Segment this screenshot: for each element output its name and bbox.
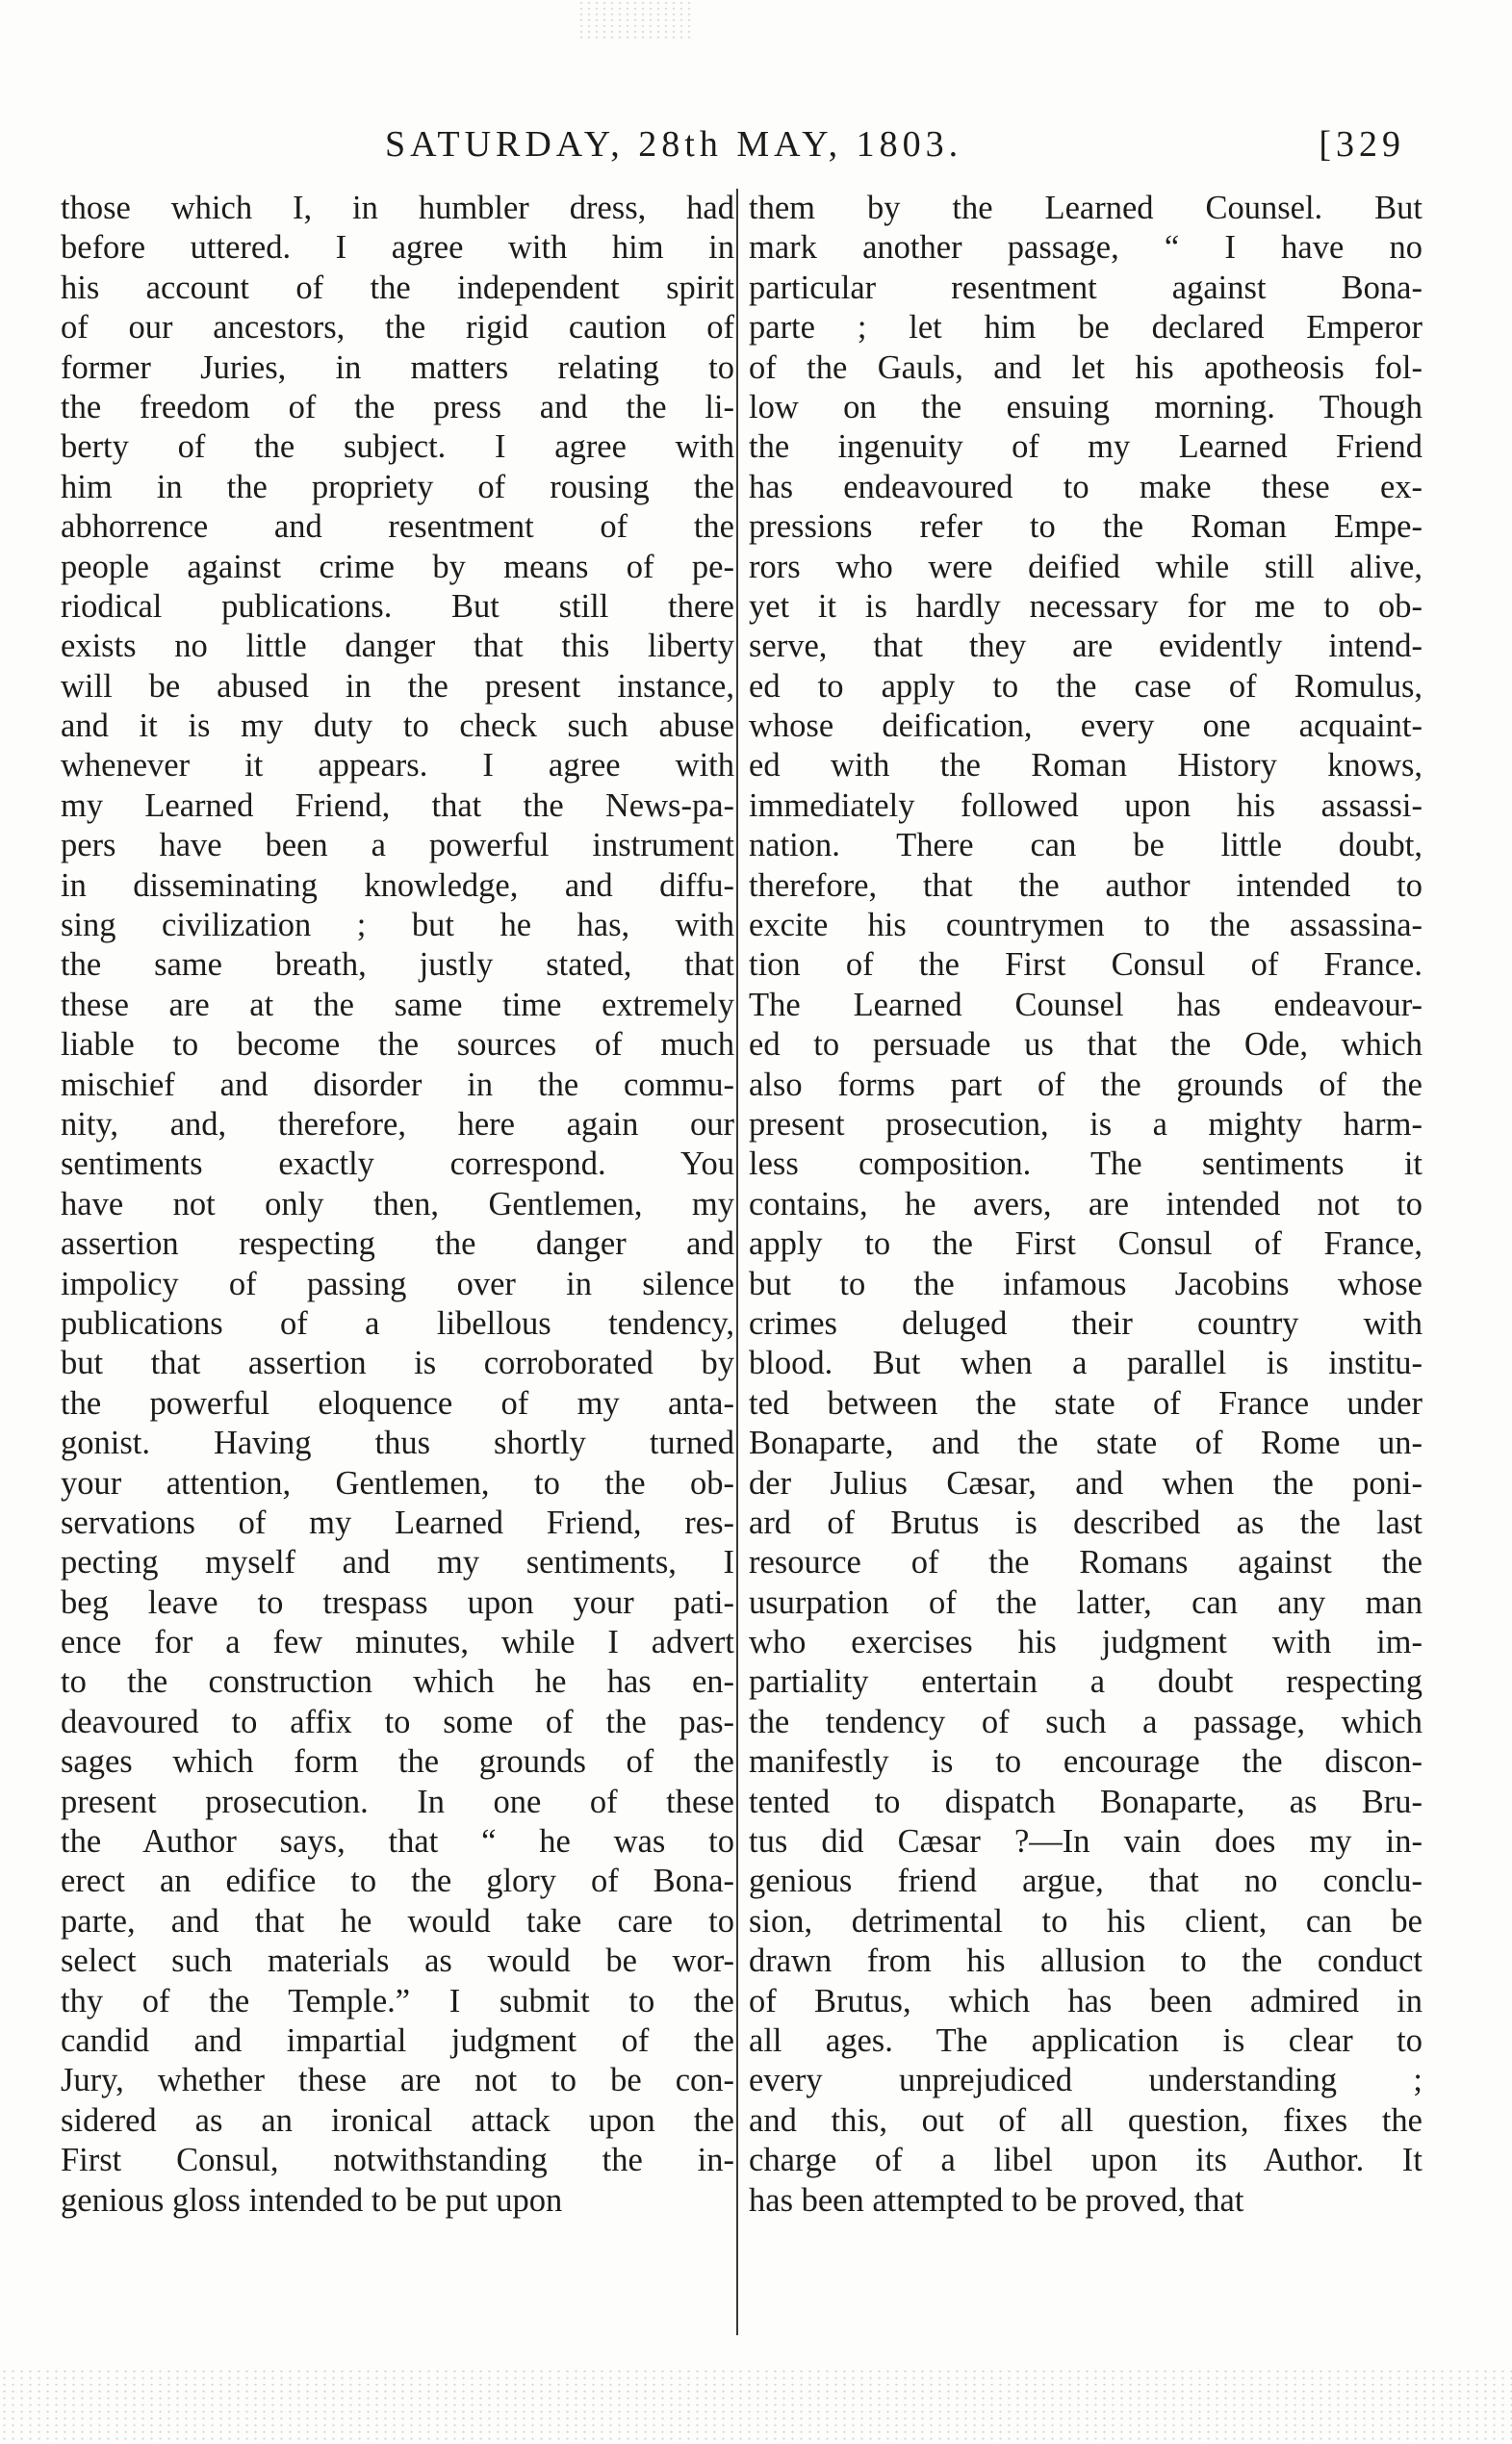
text-line: present prosecution. In one of these	[61, 1783, 734, 1820]
text-line: nity, and, therefore, here again our	[61, 1105, 734, 1143]
text-line: ard of Brutus is described as the last	[749, 1504, 1422, 1541]
text-line: blood. But when a parallel is institu-	[749, 1345, 1422, 1382]
text-line: him in the propriety of rousing the	[61, 468, 734, 505]
text-line: the ingenuity of my Learned Friend	[749, 428, 1422, 466]
text-line: thy of the Temple.” I submit to the	[61, 1982, 734, 2020]
text-line: whenever it appears. I agree with	[61, 747, 734, 785]
text-line: has endeavoured to make these ex-	[749, 468, 1422, 505]
text-line: of Brutus, which has been admired in	[749, 1982, 1422, 2020]
text-line: will be abused in the present instance,	[61, 667, 734, 705]
paper-speckle-top	[577, 0, 693, 39]
text-line: sentiments exactly correspond. You	[61, 1145, 734, 1183]
text-line: liable to become the sources of much	[61, 1026, 734, 1064]
text-line: drawn from his allusion to the conduct	[749, 1942, 1422, 1980]
right-column	[749, 189, 1422, 2393]
text-line: ed to apply to the case of Romulus,	[749, 667, 1422, 705]
text-line: manifestly is to encourage the discon-	[749, 1743, 1422, 1781]
text-line: my Learned Friend, that the News-pa-	[61, 786, 734, 824]
text-line: immediately followed upon his assassi-	[749, 786, 1422, 824]
text-line: gonist. Having thus shortly turned	[61, 1425, 734, 1462]
text-line: before uttered. I agree with him in	[61, 229, 734, 267]
text-line: sidered as an ironical attack upon the	[61, 2101, 734, 2139]
text-line: Bonaparte, and the state of Rome un-	[749, 1425, 1422, 1462]
text-line: people against crime by means of pe-	[61, 548, 734, 585]
header-date: SATURDAY, 28th MAY, 1803.	[385, 124, 963, 165]
text-line: have not only then, Gentlemen, my	[61, 1185, 734, 1222]
text-line: parte, and that he would take care to	[61, 1902, 734, 1940]
text-line: who exercises his judgment with im-	[749, 1624, 1422, 1661]
text-line: the same breath, justly stated, that	[61, 946, 734, 984]
text-line: of our ancestors, the rigid caution of	[61, 309, 734, 347]
running-header	[385, 123, 1405, 181]
text-line: mischief and disorder in the commu-	[61, 1066, 734, 1103]
text-line: charge of a libel upon its Author. It	[749, 2142, 1422, 2179]
text-line: pers have been a powerful instrument	[61, 827, 734, 864]
text-line: those which I, in humbler dress, had	[61, 190, 734, 226]
text-line: also forms part of the grounds of the	[749, 1066, 1422, 1103]
text-line: particular resentment against Bona-	[749, 269, 1422, 306]
text-line: pressions refer to the Roman Empe-	[749, 508, 1422, 546]
text-line: tion of the First Consul of France.	[749, 946, 1422, 984]
text-line: usurpation of the latter, can any man	[749, 1583, 1422, 1621]
text-line: all ages. The application is clear to	[749, 2021, 1422, 2059]
text-line: candid and impartial judgment of the	[61, 2021, 734, 2059]
text-line: parte ; let him be declared Emperor	[749, 309, 1422, 347]
text-line: the freedom of the press and the li-	[61, 388, 734, 425]
text-line: sion, detrimental to his client, can be	[749, 1902, 1422, 1940]
text-line: First Consul, notwithstanding the in-	[61, 2142, 734, 2179]
text-line: of the Gauls, and let his apotheosis fol-	[749, 348, 1422, 386]
text-line: sages which form the grounds of the	[61, 1743, 734, 1781]
text-line: apply to the First Consul of France,	[749, 1225, 1422, 1263]
text-line: every unprejudiced understanding ;	[749, 2062, 1422, 2099]
text-line: crimes deluged their country with	[749, 1304, 1422, 1342]
text-line: impolicy of passing over in silence	[61, 1265, 734, 1302]
text-line: abhorrence and resentment of the	[61, 508, 734, 546]
text-line: pecting myself and my sentiments, I	[61, 1544, 734, 1582]
text-line: assertion respecting the danger and	[61, 1225, 734, 1263]
text-line: ed with the Roman History knows,	[749, 747, 1422, 785]
text-line: riodical publications. But still there	[61, 587, 734, 625]
text-line: der Julius Cæsar, and when the poni-	[749, 1464, 1422, 1502]
text-line: less composition. The sentiments it	[749, 1145, 1422, 1183]
text-line: and this, out of all question, fixes the	[749, 2101, 1422, 2139]
text-line: servations of my Learned Friend, res-	[61, 1504, 734, 1541]
text-line: former Juries, in matters relating to	[61, 348, 734, 386]
text-line: ted between the state of France under	[749, 1384, 1422, 1422]
text-line: serve, that they are evidently intend-	[749, 628, 1422, 665]
text-line: The Learned Counsel has endeavour-	[749, 986, 1422, 1023]
text-line: resource of the Romans against the	[749, 1544, 1422, 1582]
text-line: erect an edifice to the glory of Bona-	[61, 1863, 734, 1900]
text-line: excite his countrymen to the assassina-	[749, 907, 1422, 944]
text-line: the powerful eloquence of my anta-	[61, 1384, 734, 1422]
text-line: them by the Learned Counsel. But	[749, 190, 1422, 226]
text-line: in disseminating knowledge, and diffu-	[61, 866, 734, 904]
text-line: but to the infamous Jacobins whose	[749, 1265, 1422, 1302]
text-line: tented to dispatch Bonaparte, as Bru-	[749, 1783, 1422, 1820]
text-line: select such materials as would be wor-	[61, 1942, 734, 1980]
text-line: ed to persuade us that the Ode, which	[749, 1026, 1422, 1064]
text-line: therefore, that the author intended to	[749, 866, 1422, 904]
text-line: has been attempted to be proved, that	[749, 2181, 1244, 2219]
text-line: the tendency of such a passage, which	[749, 1703, 1422, 1740]
text-line: exists no little danger that this liberty	[61, 628, 734, 665]
text-line: but that assertion is corroborated by	[61, 1345, 734, 1382]
text-line: yet it is hardly necessary for me to ob-	[749, 587, 1422, 625]
text-line: low on the ensuing morning. Though	[749, 388, 1422, 425]
text-line: beg leave to trespass upon your pati-	[61, 1583, 734, 1621]
text-line: and it is my duty to check such abuse	[61, 707, 734, 745]
text-line: your attention, Gentlemen, to the ob-	[61, 1464, 734, 1502]
text-line: genious gloss intended to be put upon	[61, 2181, 563, 2219]
text-line: genious friend argue, that no conclu-	[749, 1863, 1422, 1900]
text-line: ence for a few minutes, while I advert	[61, 1624, 734, 1661]
text-line: whose deification, every one acquaint-	[749, 707, 1422, 745]
column-rule	[736, 189, 738, 2335]
text-line: to the construction which he has en-	[61, 1663, 734, 1701]
text-line: the Author says, that “ he was to	[61, 1823, 734, 1861]
text-line: partiality entertain a doubt respecting	[749, 1663, 1422, 1701]
left-column	[61, 189, 734, 2393]
text-line: present prosecution, is a mighty harm-	[749, 1105, 1422, 1143]
text-line: publications of a libellous tendency,	[61, 1304, 734, 1342]
text-line: these are at the same time extremely	[61, 986, 734, 1023]
page-number: [329	[1319, 124, 1405, 165]
text-line: rors who were deified while still alive,	[749, 548, 1422, 585]
text-line: tus did Cæsar ?—In vain does my in-	[749, 1823, 1422, 1861]
text-line: nation. There can be little doubt,	[749, 827, 1422, 864]
text-line: Jury, whether these are not to be con-	[61, 2062, 734, 2099]
text-line: his account of the independent spirit	[61, 269, 734, 306]
text-line: mark another passage, “ I have no	[749, 229, 1422, 267]
text-line: deavoured to affix to some of the pas-	[61, 1703, 734, 1740]
text-line: contains, he avers, are intended not to	[749, 1185, 1422, 1222]
text-line: berty of the subject. I agree with	[61, 428, 734, 466]
paper-speckle-bottom	[0, 2368, 1512, 2444]
text-line: sing civilization ; but he has, with	[61, 907, 734, 944]
